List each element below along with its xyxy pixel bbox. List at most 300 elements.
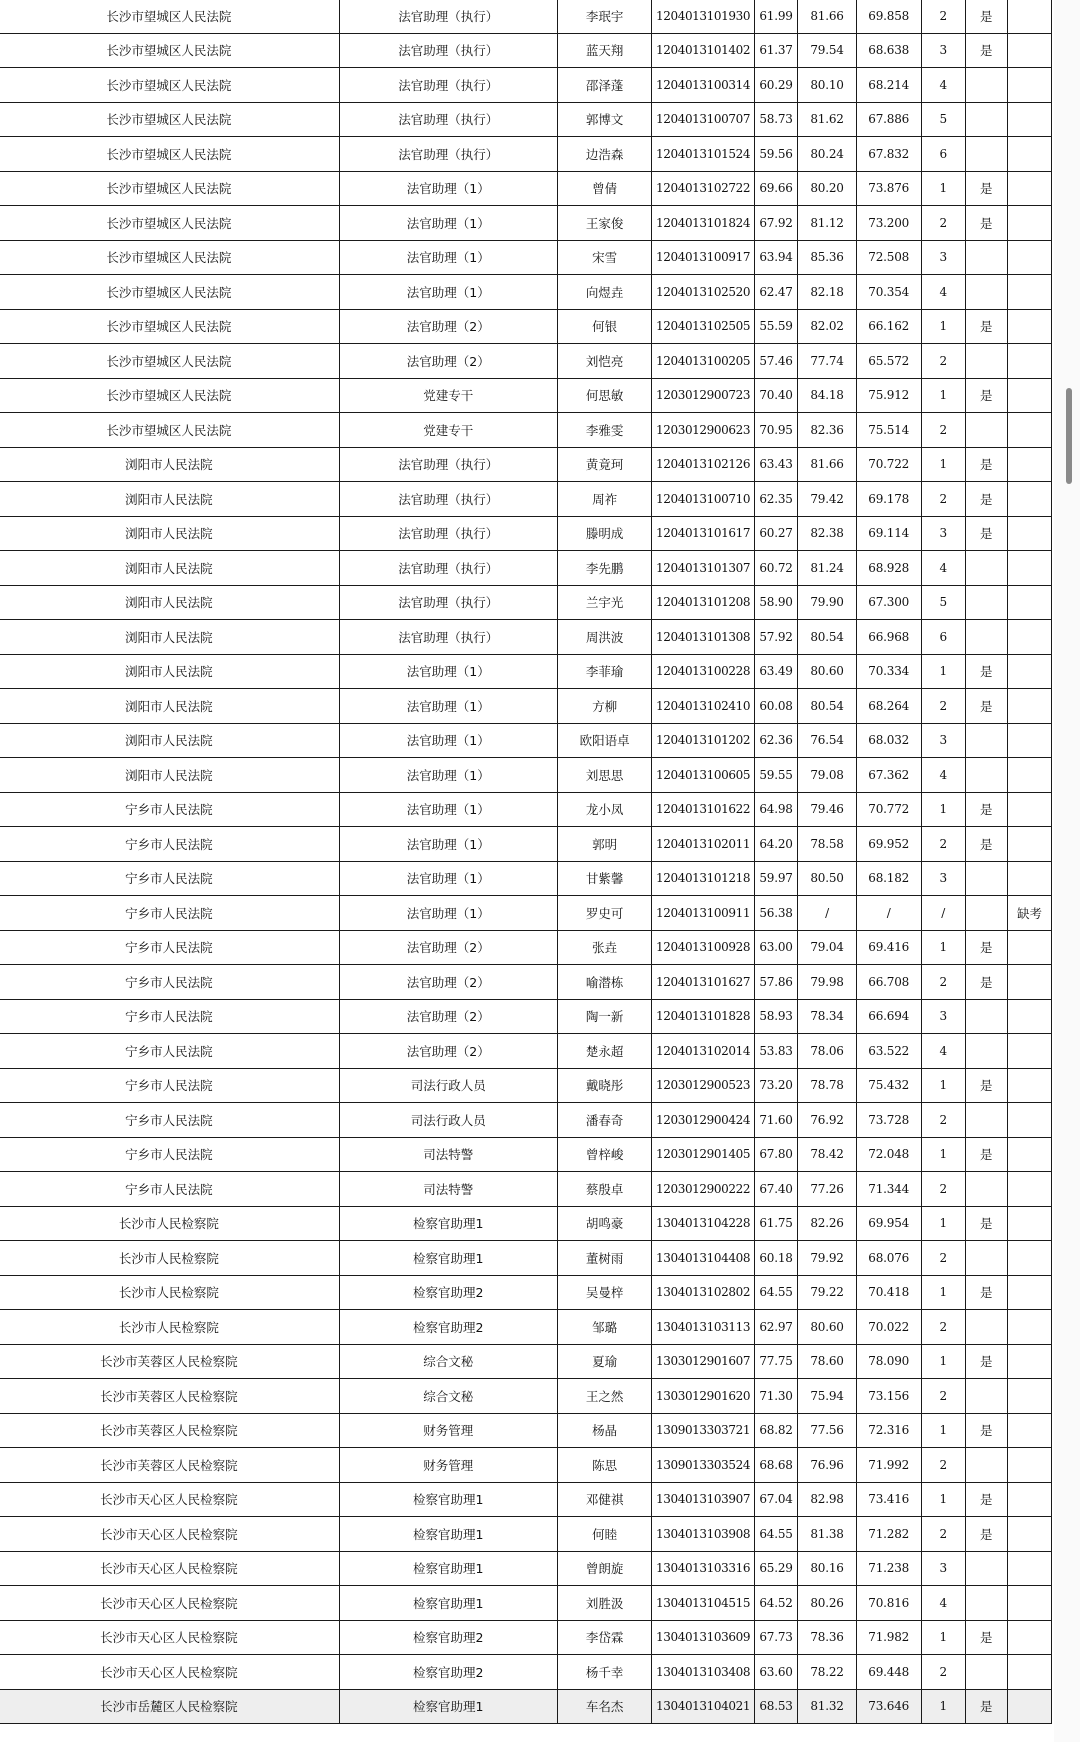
note-cell [1008,33,1052,68]
exam-id-cell: 1204013101308 [652,620,754,655]
note-cell [1008,1241,1052,1276]
name-cell: 喻潜栋 [557,965,652,1000]
unit-cell: 宁乡市人民法院 [0,1068,339,1103]
total-score-cell: 70.022 [856,1310,921,1345]
written-score-cell: 67.40 [754,1172,798,1207]
total-score-cell: 68.076 [856,1241,921,1276]
name-cell: 李先鹏 [557,551,652,586]
note-cell [1008,447,1052,482]
note-cell [1008,1034,1052,1069]
rank-cell: 1 [921,1206,965,1241]
total-score-cell: 73.876 [856,171,921,206]
post-cell: 法官助理（1） [339,723,557,758]
total-score-cell: 69.416 [856,930,921,965]
exam-id-cell: 1304013103609 [652,1620,754,1655]
exam-id-cell: 1204013100205 [652,344,754,379]
post-cell: 法官助理（2） [339,965,557,1000]
rank-cell: 2 [921,1172,965,1207]
post-cell: 法官助理（执行） [339,620,557,655]
rank-cell: 2 [921,1103,965,1138]
unit-cell: 长沙市天心区人民检察院 [0,1586,339,1621]
pass-cell [965,68,1008,103]
written-score-cell: 69.66 [754,171,798,206]
name-cell: 邓健祺 [557,1482,652,1517]
pass-cell [965,1034,1008,1069]
name-cell: 戴晓彤 [557,1068,652,1103]
post-cell: 法官助理（1） [339,275,557,310]
table-row [0,1034,1052,1069]
written-score-cell: 58.93 [754,999,798,1034]
interview-score-cell: 82.36 [798,413,856,448]
interview-score-cell: 80.54 [798,620,856,655]
note-cell [1008,827,1052,862]
exam-id-cell: 1304013103908 [652,1517,754,1552]
pass-cell: 是 [965,33,1008,68]
name-cell: 郭博文 [557,102,652,137]
note-cell: 缺考 [1008,896,1052,931]
interview-score-cell: 80.10 [798,68,856,103]
total-score-cell: 73.728 [856,1103,921,1138]
unit-cell: 浏阳市人民法院 [0,516,339,551]
total-score-cell: 70.354 [856,275,921,310]
post-cell: 综合文秘 [339,1379,557,1414]
written-score-cell: 77.75 [754,1344,798,1379]
written-score-cell: 63.94 [754,240,798,275]
rank-cell: 4 [921,1586,965,1621]
unit-cell: 宁乡市人民法院 [0,861,339,896]
rank-cell: 4 [921,1034,965,1069]
written-score-cell: 71.60 [754,1103,798,1138]
unit-cell: 浏阳市人民法院 [0,620,339,655]
written-score-cell: 71.30 [754,1379,798,1414]
post-cell: 检察官助理2 [339,1655,557,1690]
pass-cell [965,1103,1008,1138]
note-cell [1008,1620,1052,1655]
total-score-cell: 75.514 [856,413,921,448]
rank-cell: 4 [921,68,965,103]
total-score-cell: 70.816 [856,1586,921,1621]
written-score-cell: 53.83 [754,1034,798,1069]
interview-score-cell: 78.22 [798,1655,856,1690]
interview-score-cell: 77.26 [798,1172,856,1207]
rank-cell: 3 [921,999,965,1034]
exam-id-cell: 1204013101202 [652,723,754,758]
unit-cell: 浏阳市人民法院 [0,551,339,586]
total-score-cell: 75.432 [856,1068,921,1103]
rank-cell: 1 [921,1068,965,1103]
total-score-cell: 69.114 [856,516,921,551]
note-cell [1008,68,1052,103]
exam-id-cell: 1204013101824 [652,206,754,241]
total-score-cell: 66.162 [856,309,921,344]
interview-score-cell: 81.38 [798,1517,856,1552]
pass-cell: 是 [965,1275,1008,1310]
rank-cell: 1 [921,1689,965,1724]
name-cell: 胡鸣豪 [557,1206,652,1241]
table-row [0,930,1052,965]
note-cell [1008,1448,1052,1483]
interview-score-cell: 80.20 [798,171,856,206]
table-row [0,68,1052,103]
post-cell: 检察官助理1 [339,1206,557,1241]
interview-score-cell: 82.18 [798,275,856,310]
table-row [0,447,1052,482]
name-cell: 潘春奇 [557,1103,652,1138]
total-score-cell: 69.954 [856,1206,921,1241]
name-cell: 欧阳语卓 [557,723,652,758]
unit-cell: 长沙市望城区人民法院 [0,171,339,206]
unit-cell: 长沙市望城区人民法院 [0,275,339,310]
written-score-cell: 60.27 [754,516,798,551]
exam-id-cell: 1204013102505 [652,309,754,344]
name-cell: 方柳 [557,689,652,724]
rank-cell: 1 [921,309,965,344]
pass-cell [965,758,1008,793]
interview-score-cell: 79.22 [798,1275,856,1310]
rank-cell: 2 [921,1655,965,1690]
exam-id-cell: 1304013103408 [652,1655,754,1690]
unit-cell: 宁乡市人民法院 [0,965,339,1000]
name-cell: 周洪波 [557,620,652,655]
post-cell: 检察官助理2 [339,1310,557,1345]
written-score-cell: 67.73 [754,1620,798,1655]
unit-cell: 宁乡市人民法院 [0,1103,339,1138]
total-score-cell: 67.300 [856,585,921,620]
name-cell: 董树雨 [557,1241,652,1276]
name-cell: 边浩森 [557,137,652,172]
interview-score-cell: 84.18 [798,378,856,413]
exam-id-cell: 1304013103316 [652,1551,754,1586]
pass-cell [965,1310,1008,1345]
post-cell: 法官助理（执行） [339,0,557,33]
total-score-cell: 72.048 [856,1137,921,1172]
name-cell: 刘胜汲 [557,1586,652,1621]
note-cell [1008,723,1052,758]
total-score-cell: 70.722 [856,447,921,482]
total-score-cell: 66.708 [856,965,921,1000]
note-cell [1008,275,1052,310]
pass-cell: 是 [965,171,1008,206]
post-cell: 法官助理（执行） [339,585,557,620]
total-score-cell: / [856,896,921,931]
unit-cell: 长沙市望城区人民法院 [0,33,339,68]
total-score-cell: 72.508 [856,240,921,275]
written-score-cell: 62.47 [754,275,798,310]
name-cell: 陈思 [557,1448,652,1483]
written-score-cell: 61.75 [754,1206,798,1241]
note-cell [1008,102,1052,137]
post-cell: 法官助理（执行） [339,551,557,586]
unit-cell: 宁乡市人民法院 [0,827,339,862]
rank-cell: 1 [921,1137,965,1172]
rank-cell: 2 [921,1241,965,1276]
name-cell: 陶一新 [557,999,652,1034]
total-score-cell: 68.928 [856,551,921,586]
exam-id-cell: 1303012901620 [652,1379,754,1414]
note-cell [1008,378,1052,413]
table-row [0,1620,1052,1655]
note-cell [1008,482,1052,517]
exam-id-cell: 1204013101622 [652,792,754,827]
exam-id-cell: 1303012901607 [652,1344,754,1379]
pass-cell: 是 [965,1068,1008,1103]
table-row [0,1517,1052,1552]
unit-cell: 浏阳市人民法院 [0,585,339,620]
exam-id-cell: 1204013100917 [652,240,754,275]
rank-cell: 2 [921,344,965,379]
name-cell: 曾朗旋 [557,1551,652,1586]
interview-score-cell: 80.60 [798,654,856,689]
post-cell: 法官助理（执行） [339,447,557,482]
exam-id-cell: 1204013100707 [652,102,754,137]
table-row [0,654,1052,689]
note-cell [1008,620,1052,655]
name-cell: 李雅雯 [557,413,652,448]
exam-id-cell: 1203012900523 [652,1068,754,1103]
interview-score-cell: 79.08 [798,758,856,793]
exam-id-cell: 1203012900623 [652,413,754,448]
pass-cell: 是 [965,654,1008,689]
note-cell [1008,1482,1052,1517]
written-score-cell: 58.90 [754,585,798,620]
pass-cell: 是 [965,1689,1008,1724]
pass-cell [965,102,1008,137]
unit-cell: 长沙市人民检察院 [0,1310,339,1345]
table-row [0,585,1052,620]
table-row [0,1068,1052,1103]
note-cell [1008,240,1052,275]
unit-cell: 浏阳市人民法院 [0,758,339,793]
pass-cell [965,620,1008,655]
written-score-cell: 60.29 [754,68,798,103]
post-cell: 法官助理（1） [339,758,557,793]
note-cell [1008,1068,1052,1103]
table-row [0,0,1052,33]
unit-cell: 宁乡市人民法院 [0,1034,339,1069]
pass-cell: 是 [965,1206,1008,1241]
name-cell: 刘恺亮 [557,344,652,379]
pass-cell: 是 [965,1413,1008,1448]
pass-cell: 是 [965,378,1008,413]
name-cell: 罗史可 [557,896,652,931]
unit-cell: 长沙市天心区人民检察院 [0,1655,339,1690]
post-cell: 法官助理（1） [339,654,557,689]
name-cell: 蔡殷卓 [557,1172,652,1207]
total-score-cell: 72.316 [856,1413,921,1448]
name-cell: 向煜垚 [557,275,652,310]
note-cell [1008,1275,1052,1310]
total-score-cell: 68.638 [856,33,921,68]
exam-id-cell: 1304013103113 [652,1310,754,1345]
interview-score-cell: 81.12 [798,206,856,241]
rank-cell: 1 [921,1482,965,1517]
table-row [0,1310,1052,1345]
name-cell: 滕明成 [557,516,652,551]
table-row [0,896,1052,931]
unit-cell: 宁乡市人民法院 [0,792,339,827]
table-row [0,965,1052,1000]
rank-cell: 2 [921,1448,965,1483]
written-score-cell: 57.86 [754,965,798,1000]
rank-cell: / [921,896,965,931]
name-cell: 夏瑜 [557,1344,652,1379]
exam-id-cell: 1204013100314 [652,68,754,103]
pass-cell: 是 [965,965,1008,1000]
interview-score-cell: 85.36 [798,240,856,275]
name-cell: 龙小凤 [557,792,652,827]
table-row [0,999,1052,1034]
post-cell: 法官助理（2） [339,930,557,965]
exam-id-cell: 1204013101617 [652,516,754,551]
interview-score-cell: 81.66 [798,0,856,33]
post-cell: 法官助理（1） [339,827,557,862]
exam-id-cell: 1204013100228 [652,654,754,689]
written-score-cell: 63.49 [754,654,798,689]
written-score-cell: 64.55 [754,1275,798,1310]
written-score-cell: 64.52 [754,1586,798,1621]
rank-cell: 2 [921,1310,965,1345]
written-score-cell: 55.59 [754,309,798,344]
pass-cell [965,999,1008,1034]
scroll-track[interactable] [1054,0,1080,1742]
pass-cell [965,1241,1008,1276]
total-score-cell: 66.968 [856,620,921,655]
rank-cell: 4 [921,275,965,310]
rank-cell: 2 [921,689,965,724]
pass-cell: 是 [965,309,1008,344]
interview-score-cell: 78.06 [798,1034,856,1069]
name-cell: 李珉宇 [557,0,652,33]
pass-cell: 是 [965,689,1008,724]
note-cell [1008,861,1052,896]
note-cell [1008,1655,1052,1690]
note-cell [1008,137,1052,172]
interview-score-cell: 80.16 [798,1551,856,1586]
total-score-cell: 67.362 [856,758,921,793]
post-cell: 法官助理（执行） [339,482,557,517]
post-cell: 检察官助理1 [339,1482,557,1517]
pass-cell [965,1379,1008,1414]
unit-cell: 浏阳市人民法院 [0,482,339,517]
written-score-cell: 57.92 [754,620,798,655]
table-row [0,689,1052,724]
table-row [0,482,1052,517]
pass-cell: 是 [965,0,1008,33]
interview-score-cell: 78.58 [798,827,856,862]
exam-id-cell: 1204013101627 [652,965,754,1000]
note-cell [1008,1137,1052,1172]
written-score-cell: 63.43 [754,447,798,482]
exam-id-cell: 1204013102722 [652,171,754,206]
rank-cell: 2 [921,206,965,241]
interview-score-cell: 82.26 [798,1206,856,1241]
interview-score-cell: 79.90 [798,585,856,620]
rank-cell: 3 [921,861,965,896]
note-cell [1008,689,1052,724]
unit-cell: 浏阳市人民法院 [0,689,339,724]
exam-id-cell: 1304013102802 [652,1275,754,1310]
interview-score-cell: 81.24 [798,551,856,586]
pass-cell: 是 [965,1344,1008,1379]
exam-id-cell: 1204013101402 [652,33,754,68]
rank-cell: 1 [921,447,965,482]
total-score-cell: 65.572 [856,344,921,379]
written-score-cell: 68.68 [754,1448,798,1483]
unit-cell: 长沙市天心区人民检察院 [0,1482,339,1517]
pass-cell [965,1655,1008,1690]
name-cell: 王家俊 [557,206,652,241]
interview-score-cell: 79.54 [798,33,856,68]
exam-id-cell: 1204013101828 [652,999,754,1034]
note-cell [1008,413,1052,448]
pass-cell [965,585,1008,620]
interview-score-cell: / [798,896,856,931]
exam-id-cell: 1204013102126 [652,447,754,482]
interview-score-cell: 79.46 [798,792,856,827]
interview-score-cell: 77.74 [798,344,856,379]
post-cell: 法官助理（2） [339,1034,557,1069]
table-row [0,137,1052,172]
rank-cell: 5 [921,585,965,620]
exam-id-cell: 1204013100710 [652,482,754,517]
note-cell [1008,654,1052,689]
table-row [0,1103,1052,1138]
exam-id-cell: 1204013101930 [652,0,754,33]
note-cell [1008,1586,1052,1621]
interview-score-cell: 78.42 [798,1137,856,1172]
unit-cell: 长沙市望城区人民法院 [0,344,339,379]
table-row [0,1413,1052,1448]
name-cell: 何睦 [557,1517,652,1552]
name-cell: 周祚 [557,482,652,517]
unit-cell: 长沙市人民检察院 [0,1241,339,1276]
interview-score-cell: 81.62 [798,102,856,137]
table-row [0,516,1052,551]
note-cell [1008,1172,1052,1207]
exam-id-cell: 1203012900723 [652,378,754,413]
rank-cell: 3 [921,1551,965,1586]
rank-cell: 2 [921,1517,965,1552]
table-row [0,861,1052,896]
written-score-cell: 56.38 [754,896,798,931]
table-row [0,620,1052,655]
unit-cell: 长沙市人民检察院 [0,1275,339,1310]
unit-cell: 浏阳市人民法院 [0,447,339,482]
scrollbar-thumb[interactable] [1066,388,1072,484]
unit-cell: 长沙市望城区人民法院 [0,68,339,103]
note-cell [1008,344,1052,379]
table-row [0,758,1052,793]
pass-cell [965,551,1008,586]
table-row [0,171,1052,206]
exam-id-cell: 1304013104021 [652,1689,754,1724]
pass-cell [965,240,1008,275]
rank-cell: 2 [921,413,965,448]
note-cell [1008,171,1052,206]
unit-cell: 长沙市芙蓉区人民检察院 [0,1344,339,1379]
post-cell: 法官助理（执行） [339,68,557,103]
written-score-cell: 68.53 [754,1689,798,1724]
table-row [0,1482,1052,1517]
post-cell: 检察官助理1 [339,1586,557,1621]
pass-cell [965,1172,1008,1207]
name-cell: 杨晶 [557,1413,652,1448]
total-score-cell: 73.416 [856,1482,921,1517]
rank-cell: 1 [921,1413,965,1448]
table-row [0,102,1052,137]
post-cell: 司法行政人员 [339,1068,557,1103]
pass-cell: 是 [965,930,1008,965]
